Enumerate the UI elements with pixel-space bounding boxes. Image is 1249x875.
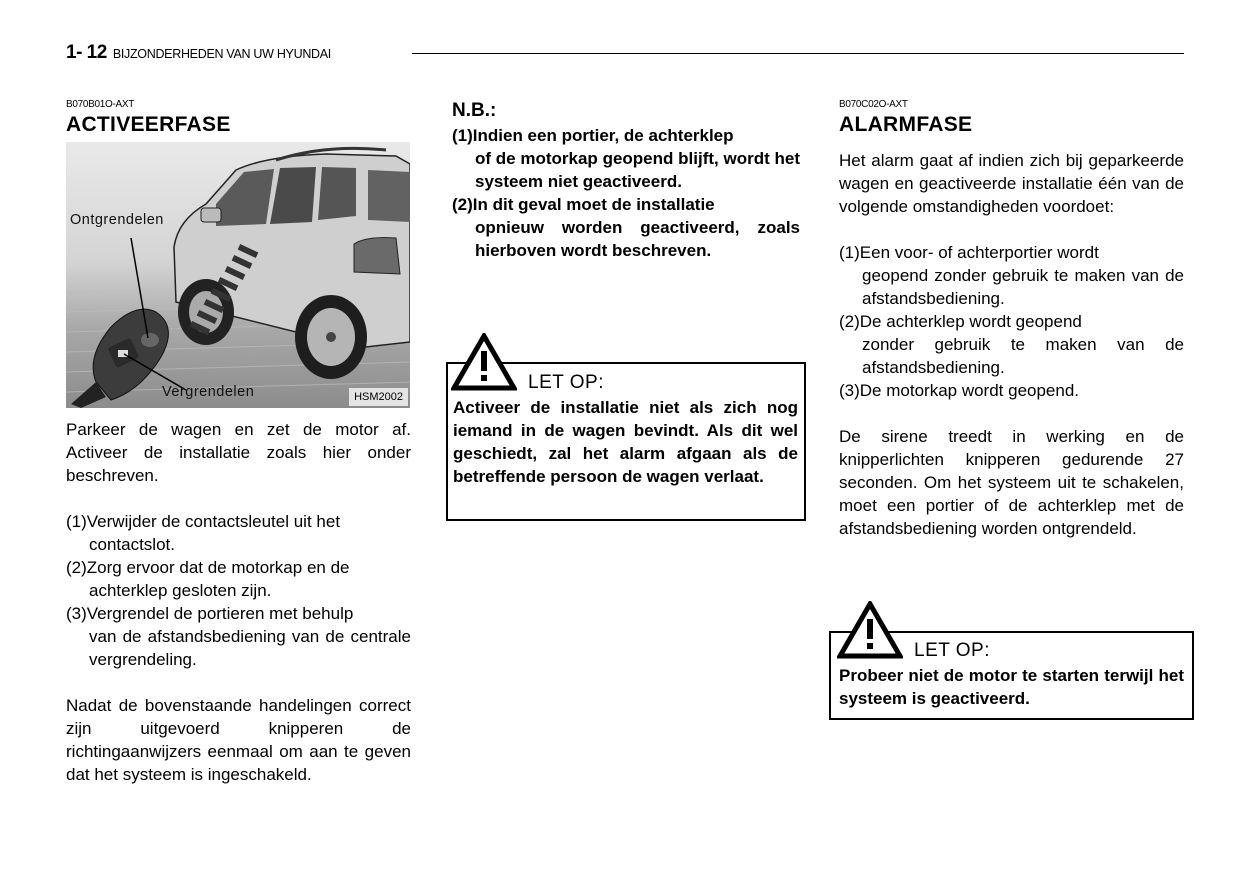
section-code: B070B01O-AXT — [66, 99, 135, 110]
condition-text-continued: geopend zonder gebruik te maken van de afstandsbediening. — [862, 266, 1184, 308]
section-title-alarmfase: ALARMFASE — [839, 113, 973, 136]
nb-text-continued: of de motorkap geopend blijft, wordt het systeem niet geactiveerd. — [475, 149, 800, 191]
nb-item — [452, 124, 800, 193]
step-number: (1) — [66, 512, 87, 531]
step-list — [66, 510, 411, 671]
step-text: Zorg ervoor dat de motorkap en de — [86, 558, 350, 577]
label-lock: Vergrendelen — [162, 384, 255, 400]
car-remote-drawing — [66, 142, 410, 408]
step-number: (2) — [66, 558, 87, 577]
step-text-continued: achterklep gesloten zijn. — [89, 581, 272, 600]
step-item — [66, 510, 411, 556]
alarm-description — [839, 149, 1184, 540]
warning-triangle-icon — [837, 601, 903, 659]
nb-number: (1) — [452, 126, 473, 145]
condition-list — [839, 241, 1184, 402]
nb-text: Indien een portier, de achterklep — [472, 126, 734, 145]
step-text-continued: van de afstandsbediening van de centrale vergrendeling. — [89, 627, 411, 669]
nb-title: N.B.: — [452, 100, 497, 121]
step-item — [66, 602, 411, 671]
nb-text-continued: opnieuw worden geactiveerd, zoals hierboven wordt beschreven. — [475, 218, 800, 260]
intro-paragraph: Parkeer de wagen en zet de motor af. Activeer de installatie zoals hier onder beschreven. — [66, 420, 411, 485]
condition-number: (3) — [839, 381, 860, 400]
car-and-remote-key-illustration — [66, 142, 410, 408]
step-text: Vergrendel de portieren met behulp — [86, 604, 354, 623]
step-item — [66, 556, 411, 602]
condition-text: De achterklep wordt geopend — [859, 312, 1082, 331]
condition-number: (1) — [839, 243, 860, 262]
nb-text: In dit geval moet de installatie — [472, 195, 715, 214]
nb-number: (2) — [452, 195, 473, 214]
warning-triangle-icon — [451, 333, 517, 391]
activation-instructions — [66, 418, 411, 786]
outro-paragraph: Nadat de bovenstaande handelingen correct zijn uitgevoerd knipperen de richtingaanwijzers eenmaal om aan te geven dat het systeem is ingeschakeld. — [66, 696, 411, 784]
header-divider — [412, 53, 1184, 54]
warning-text: Probeer niet de motor te starten terwijl het systeem is geactiveerd. — [839, 666, 1184, 708]
section-code: B070C02O-AXT — [839, 99, 908, 110]
nb-section — [452, 99, 800, 262]
alarm-intro: Het alarm gaat af indien zich bij geparkeerde wagen en geactiveerde installatie één van de volgende omstandigheden voordoet: — [839, 151, 1184, 216]
condition-number: (2) — [839, 312, 860, 331]
warning-text: Activeer de installatie niet als zich nog iemand in de wagen bevindt. Als dit wel geschiedt, zal het alarm afgaan als de betreffende persoon de wagen verlaat. — [453, 398, 798, 486]
condition-item — [839, 379, 1184, 402]
alarm-outro: De sirene treedt in werking en de knipperlichten knipperen gedurende 27 seconden. Om het systeem uit te schakelen, moet een portier of de achterklep met de afstandsbediening worden ontgrendeld. — [839, 427, 1184, 538]
condition-text-continued: zonder gebruik te maken van de afstandsbediening. — [862, 335, 1184, 377]
section-title-activeerfase: ACTIVEERFASE — [66, 113, 231, 136]
page-header — [66, 42, 331, 66]
figure-code: HSM2002 — [349, 388, 408, 406]
condition-item — [839, 310, 1184, 379]
nb-item — [452, 193, 800, 262]
page-number: 1- 12 — [66, 42, 107, 63]
step-text-continued: contactslot. — [89, 535, 175, 554]
condition-text: Een voor- of achterportier wordt — [859, 243, 1099, 262]
label-unlock: Ontgrendelen — [70, 212, 164, 228]
step-number: (3) — [66, 604, 87, 623]
chapter-title: BIJZONDERHEDEN VAN UW HYUNDAI — [112, 47, 331, 61]
condition-text: De motorkap wordt geopend. — [859, 381, 1080, 400]
step-text: Verwijder de contactsleutel uit het — [86, 512, 341, 531]
warning-title: LET OP: — [528, 372, 605, 393]
warning-title: LET OP: — [914, 640, 991, 661]
condition-item — [839, 241, 1184, 310]
